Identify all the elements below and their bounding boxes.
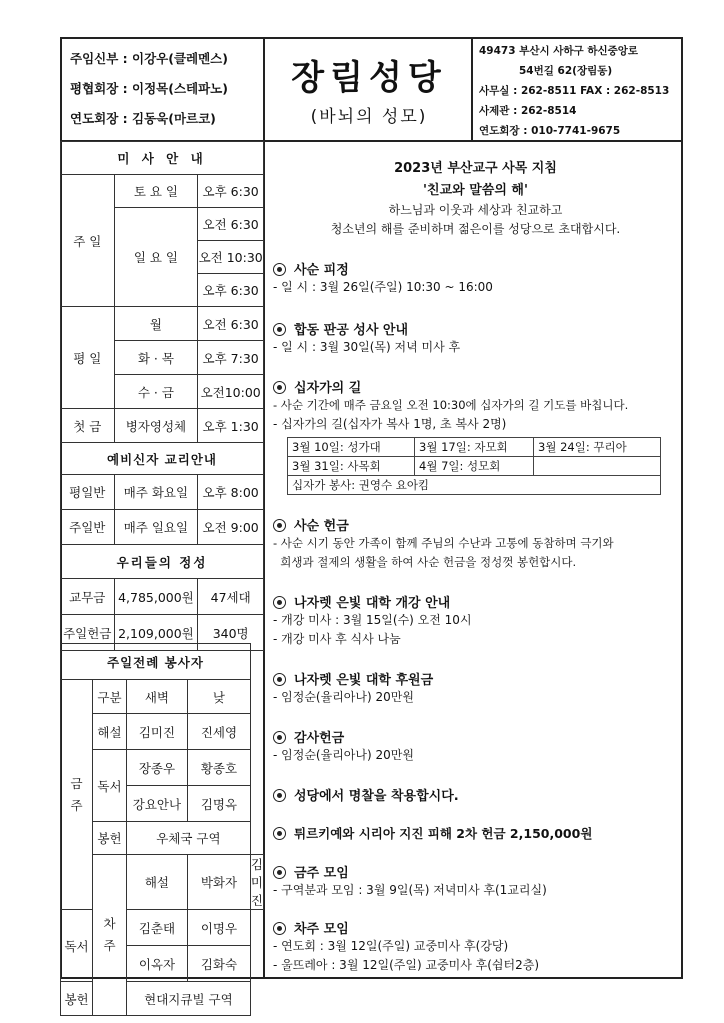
reading-day: 황종호 xyxy=(187,750,250,786)
notice-line: - 구역분과 모임 : 3월 9일(목) 저녁미사 후(1교리실) xyxy=(273,883,547,897)
schedule-cell: 3월 31일: 사목회 xyxy=(288,457,415,476)
youth-president: 연도회장 : 김동욱(마르코) xyxy=(70,111,216,126)
bullet-icon xyxy=(273,731,286,744)
notice-line: - 십자가의 길(십자가 복사 1명, 초 복사 2명) xyxy=(273,417,507,431)
saturday-time: 오후 6:30 xyxy=(198,175,264,208)
notice-line: - 일 시 : 3월 30일(목) 저녁 미사 후 xyxy=(273,340,461,354)
schedule-cell: 4월 7일: 성모회 xyxy=(415,457,534,476)
guideline-line2: 청소년의 해를 준비하며 젊은이를 성당으로 초대합시다. xyxy=(330,222,621,236)
notice-line: - 개강 미사 : 3월 15일(수) 오전 10시 xyxy=(273,613,472,627)
reading-day: 김화숙 xyxy=(187,946,250,982)
bullet-icon xyxy=(273,263,286,276)
notice-title: 나자렛 은빛 대학 후원금 xyxy=(294,673,434,688)
bullet-icon xyxy=(273,673,286,686)
catechism-title: 예비신자 교리안내 xyxy=(61,443,264,475)
notice-line: - 사순 시기 동안 가족이 함께 주님의 수난과 고통에 동참하며 극기와 xyxy=(273,536,614,550)
council-president: 평협회장 : 이정목(스테파노) xyxy=(70,81,228,96)
sunday-time: 오후 6:30 xyxy=(198,274,264,307)
notice-line: - 연도회 : 3월 12일(주일) 교중미사 후(강당) xyxy=(273,939,509,953)
staff-list xyxy=(70,44,228,134)
schedule-cell xyxy=(534,457,661,476)
sunday-time: 오전 6:30 xyxy=(198,208,264,241)
notice-title: 합동 판공 성사 안내 xyxy=(294,323,409,338)
youth-phone: 연도회장 : 010-7741-9675 xyxy=(479,125,621,137)
notice-title: 사순 헌금 xyxy=(294,519,349,534)
guideline-title: 2023년 부산교구 사목 지침 xyxy=(394,161,557,176)
saturday-day: 토 요 일 xyxy=(114,175,198,208)
mass-title: 미 사 안 내 xyxy=(61,142,264,175)
reading-dawn: 강요안나 xyxy=(126,786,187,822)
bullet-icon xyxy=(273,789,286,802)
offering-count: 47세대 xyxy=(198,579,264,615)
offering-amount: 4,785,000원 xyxy=(114,579,198,615)
notice-lent-offering xyxy=(273,515,678,572)
schedule-cell: 3월 10일: 성가대 xyxy=(288,438,415,457)
notice-turkey xyxy=(273,824,678,842)
sunday-day: 일 요 일 xyxy=(114,208,198,307)
notice-this-meeting xyxy=(273,862,678,900)
reading-dawn: 김춘태 xyxy=(126,910,187,946)
bullet-icon xyxy=(273,866,286,879)
notice-line: - 임정순(율리아나) 20만원 xyxy=(273,748,414,762)
bullet-icon xyxy=(273,922,286,935)
offering-count: 340명 xyxy=(198,615,264,651)
office-phone: 사무실 : 262-8511 FAX : 262-8513 xyxy=(479,85,670,97)
notice-title: 사순 피정 xyxy=(294,263,349,278)
notice-nazareth-donation xyxy=(273,669,678,707)
weekday-day: 화 · 목 xyxy=(114,341,198,375)
sunday-time: 오전 10:30 xyxy=(198,241,264,274)
pastor: 주임신부 : 이강우(클레멘스) xyxy=(70,51,228,66)
reading-day: 이명우 xyxy=(187,910,250,946)
commentary-dawn: 박화자 xyxy=(187,855,250,910)
weekday-day: 월 xyxy=(114,307,198,341)
weekday-time: 오전10:00 xyxy=(198,375,264,409)
notice-title: 차주 모임 xyxy=(294,922,349,937)
guideline-motto: '친교와 말씀의 해' xyxy=(423,183,528,198)
bullet-icon xyxy=(273,323,286,336)
offertory-type: 봉헌 xyxy=(61,982,93,1016)
address-line1: 49473 부산시 사하구 하신중앙로 xyxy=(479,45,639,57)
first-friday-time: 오후 1:30 xyxy=(198,409,264,443)
notice-title: 튀르키예와 시리아 지진 피해 2차 헌금 2,150,000원 xyxy=(294,826,593,841)
head-dawn: 새벽 xyxy=(126,680,187,714)
notice-line: - 울뜨레아 : 3월 12일(주일) 교중미사 후(쉼터2층) xyxy=(273,958,539,972)
notice-title: 감사헌금 xyxy=(294,731,345,746)
first-friday-desc: 병자영성체 xyxy=(114,409,198,443)
offertory-name: 우체국 구역 xyxy=(126,822,250,855)
notice-title: 금주 모임 xyxy=(294,866,349,881)
catechism-label: 주일반 xyxy=(61,510,115,545)
notice-retreat xyxy=(273,259,678,297)
notice-line: 희생과 절제의 생활을 하여 사순 헌금을 정성껏 봉헌합시다. xyxy=(273,555,577,569)
notice-name-tags xyxy=(273,785,678,804)
catechism-time: 오후 8:00 xyxy=(198,475,264,510)
ministers-table xyxy=(60,643,264,1016)
catechism-day: 매주 화요일 xyxy=(114,475,198,510)
offering-label: 교무금 xyxy=(61,579,115,615)
notice-title: 나자렛 은빛 대학 개강 안내 xyxy=(294,596,451,611)
offertory-name: 현대지큐빌 구역 xyxy=(126,982,250,1016)
schedule-cell: 3월 24일: 꾸리아 xyxy=(534,438,661,457)
notice-line: - 사순 기간에 매주 금요일 오전 10:30에 십자가의 길 기도를 바칩니다. xyxy=(273,398,629,412)
reading-type: 독서 xyxy=(61,910,93,982)
notices xyxy=(273,157,678,975)
bullet-icon xyxy=(273,596,286,609)
head-day: 낮 xyxy=(187,680,250,714)
notice-thanks xyxy=(273,727,678,765)
notice-title: 십자가의 길 xyxy=(294,381,362,396)
catechism-time: 오전 9:00 xyxy=(198,510,264,545)
catechism-day: 매주 일요일 xyxy=(114,510,198,545)
next-week-label: 차 주 xyxy=(93,855,127,1016)
guideline-line1: 하느님과 이웃과 세상과 친교하고 xyxy=(388,203,563,217)
commentary-day: 진세영 xyxy=(187,714,250,750)
commentary-dawn: 김미진 xyxy=(126,714,187,750)
notice-line: - 임정순(율리아나) 20만원 xyxy=(273,690,414,704)
weekday-label: 평 일 xyxy=(61,307,115,409)
ministers-title: 주일전례 봉사자 xyxy=(61,644,251,680)
stations-schedule xyxy=(287,437,661,495)
reading-dawn: 장종우 xyxy=(126,750,187,786)
notice-line: - 개강 미사 후 식사 나눔 xyxy=(273,632,401,646)
notice-penance xyxy=(273,319,678,357)
sunday-label: 주 일 xyxy=(61,175,115,307)
header-right-divider xyxy=(471,37,473,141)
first-friday-label: 첫 금 xyxy=(61,409,115,443)
church-subtitle: (바뇌의 성모) xyxy=(310,107,428,127)
commentary-type: 해설 xyxy=(93,714,127,750)
rectory-phone: 사제관 : 262-8514 xyxy=(479,105,577,117)
weekday-day: 수 · 금 xyxy=(114,375,198,409)
notice-nazareth-open xyxy=(273,592,678,649)
weekday-time: 오전 6:30 xyxy=(198,307,264,341)
church-name: 장림성당 xyxy=(291,58,447,98)
reading-dawn: 이옥자 xyxy=(126,946,187,982)
head-type: 구분 xyxy=(93,680,127,714)
mass-table xyxy=(60,141,264,651)
bullet-icon xyxy=(273,519,286,532)
reading-type: 독서 xyxy=(93,750,127,822)
notice-line: - 일 시 : 3월 26일(주일) 10:30 ~ 16:00 xyxy=(273,280,493,294)
offertory-type: 봉헌 xyxy=(93,822,127,855)
catechism-label: 평일반 xyxy=(61,475,115,510)
offering-label: 주일헌금 xyxy=(61,615,115,651)
this-week-label: 금 주 xyxy=(61,680,93,910)
offering-amount: 2,109,000원 xyxy=(114,615,198,651)
bullet-icon xyxy=(273,381,286,394)
weekday-time: 오후 7:30 xyxy=(198,341,264,375)
notice-title: 성당에서 명찰을 착용합시다. xyxy=(294,789,459,804)
offering-title: 우리들의 정성 xyxy=(61,545,264,579)
commentary-day: 김미진 xyxy=(250,855,263,910)
address-line2: 54번길 62(장림동) xyxy=(519,65,613,77)
notice-next-meeting xyxy=(273,918,678,975)
reading-day: 김명옥 xyxy=(187,786,250,822)
notice-stations xyxy=(273,377,678,495)
bullet-icon xyxy=(273,827,286,840)
schedule-cell: 3월 17일: 자모회 xyxy=(415,438,534,457)
schedule-server: 십자가 봉사: 권영수 요아킴 xyxy=(288,476,661,495)
commentary-type: 해설 xyxy=(126,855,187,910)
